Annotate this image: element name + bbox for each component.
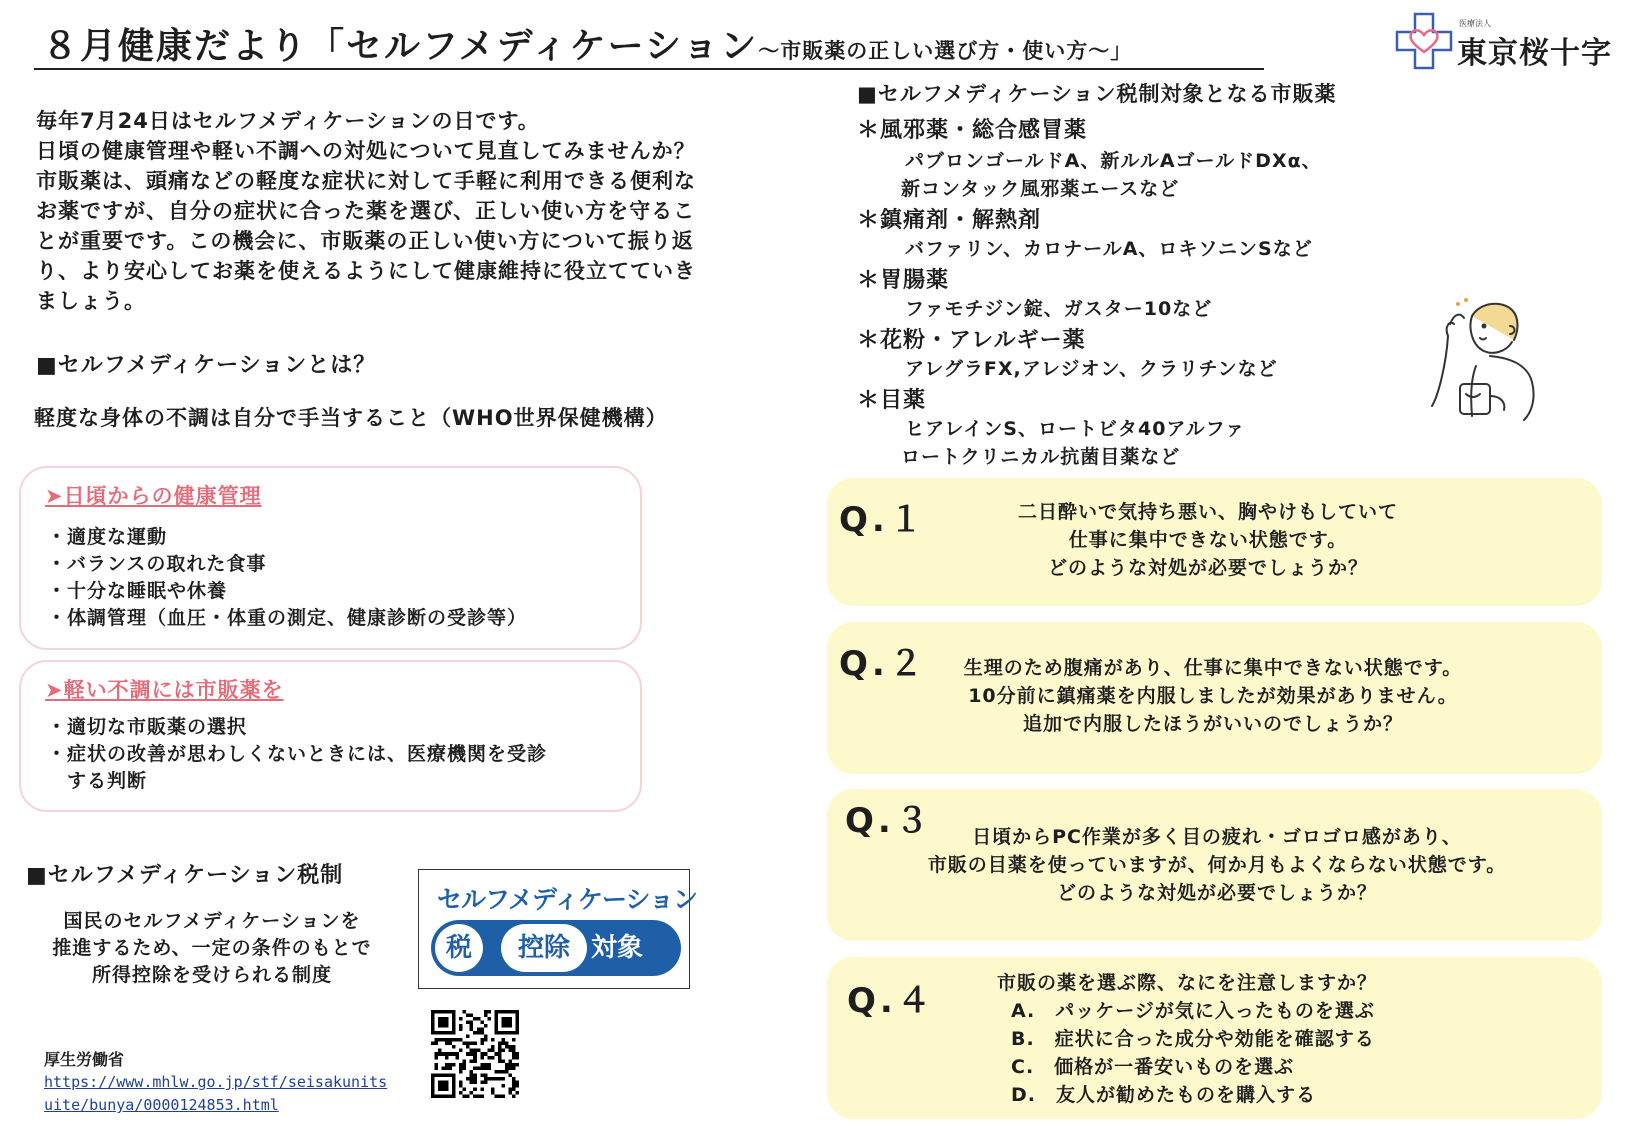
otc-category-pain: ＊鎮痛剤・解熱剤 [857,208,1042,233]
title-subtitle: ～市販薬の正しい選び方・使い方～」 [758,39,1133,63]
tax-logo-taisho: 対象 [591,933,644,963]
mhlw-name: 厚生労働省 [44,1050,125,1069]
otc-item-line: 新コンタック風邪薬エースなど [901,178,1180,200]
tax-logo-zei: 税 [435,924,483,972]
otc-item-line: アレグラFX,アレジオン、クラリチンなど [905,358,1278,380]
question-card-3 [827,789,1602,941]
question-line: 市販の薬を選ぶ際、なにを注意しますか？ [997,972,1378,994]
question-card-1 [827,478,1602,606]
tax-logo-kojo: 控除 [501,924,587,972]
intro-line: とが重要です。この機会に、市販薬の正しい使い方について振り返 [36,229,694,253]
intro-line: 毎年7月24日はセルフメディケーションの日です。 [36,109,540,133]
list-item: ・症状の改善が思わしくないときには、医療機関を受診 [47,743,548,765]
answer-option-d: D. 友人が勧めたものを購入する [1011,1084,1316,1106]
hospital-logo [1395,8,1620,72]
question-line: 二日酔いで気持ち悪い、胸やけもしていて [1017,501,1398,523]
intro-line: 市販薬は、頭痛などの軽度な症状に対して手軽に利用できる便利な [36,169,696,193]
logo-corp-label: 医療法人 [1459,19,1491,28]
question-line: 10分前に鎮痛薬を内服しましたが効果がありません。 [968,685,1458,707]
question-label: Q.４ [847,981,935,1021]
question-text [923,654,1503,738]
health-management-box [19,466,642,650]
otc-category-cold: ＊風邪薬・総合感冒薬 [857,118,1088,143]
question-label: Q.２ [839,644,927,684]
answer-option-b: B. 症状に合った成分や効能を確認する [1011,1028,1375,1050]
list-item: ・十分な睡眠や休養 [47,580,228,602]
question-label: Q.１ [839,500,927,540]
list-item: ・適度な運動 [47,526,168,548]
otc-item-line: ファモチジン錠、ガスター10など [905,298,1213,320]
otc-category-stomach: ＊胃腸薬 [857,268,950,293]
qr-code-icon[interactable] [431,1010,519,1098]
health-management-title: ➤日頃からの健康管理 [45,484,262,508]
question-card-4 [827,957,1602,1119]
intro-paragraph [36,106,796,316]
tax-desc-line: 国民のセルフメディケーションを [63,910,361,932]
page-title [42,18,1132,69]
logo-name: 東京桜十字 [1457,36,1612,71]
intro-line: 日頃の健康管理や軽い不調への対処について見直してみませんか？ [36,139,696,163]
health-management-list [47,524,527,632]
question-text [887,823,1547,907]
question-text [973,498,1443,582]
otc-item-line: ロートクリニカル抗菌目薬など [901,446,1181,468]
question-line: どのような対処が必要でしょうか？ [1047,557,1368,579]
what-is-definition: 軽度な身体の不調は自分で手当すること（WHO世界保健機構） [34,406,668,430]
question-card-2 [827,622,1602,774]
list-item: ・バランスの取れた食事 [47,553,267,575]
page-header [34,14,1264,70]
intro-line: り、より安心してお薬を使えるようにして健康維持に役立てていき [36,259,696,283]
tax-deduction-logo [418,869,698,989]
otc-use-box [19,660,642,812]
question-line: 追加で内服したほうがいいのでしょうか？ [1022,713,1403,735]
otc-item-line: バファリン、カロナールA、ロキソニンSなど [905,238,1313,260]
mhlw-url-link[interactable]: uite/bunya/0000124853.html [44,1096,279,1114]
list-item: する判断 [47,770,148,792]
tax-desc-line: 所得控除を受けられる制度 [91,964,332,986]
mhlw-reference [44,1048,387,1117]
answer-option-c: C. 価格が一番安いものを選ぶ [1011,1056,1295,1078]
otc-use-title: ➤軽い不調には市販薬を [45,678,284,702]
otc-item-line: ヒアレインS、ロートビタ40アルファ [905,418,1246,440]
intro-line: ましょう。 [36,289,146,313]
question-line: 日頃からPC作業が多く目の疲れ・ゴロゴロ感があり、 [972,826,1462,848]
otc-category-allergy: ＊花粉・アレルギー薬 [857,328,1086,353]
question-line: 仕事に集中できない状態です。 [1068,529,1348,551]
answer-option-a: A. パッケージが気に入ったものを選ぶ [1011,1000,1375,1022]
tax-desc-line: 推進するため、一定の条件のもとで [52,937,372,959]
otc-heading: ■セルフメディケーション税制対象となる市販薬 [857,82,1337,106]
intro-line: お薬ですが、自分の症状に合った薬を選び、正しい使い方を守るこ [36,199,696,223]
list-item: ・体調管理（血圧・体重の測定、健康診断の受診等） [47,607,528,629]
otc-category-eyedrops: ＊目薬 [857,388,927,413]
mhlw-url-link[interactable]: https://www.mhlw.go.jp/stf/seisakunits [44,1073,388,1091]
person-taking-medicine-illustration [1420,296,1550,446]
what-is-heading: ■セルフメディケーションとは？ [36,353,377,378]
tax-description [22,908,402,989]
question-text [997,969,1477,1109]
list-item: ・適切な市販薬の選択 [47,716,248,738]
otc-item-line: パブロンゴールドA、新ルルAゴールドDXα、 [905,150,1322,172]
tax-logo-top-text: セルフメディケーション [437,885,698,914]
question-label: Q.３ [845,801,933,841]
otc-use-list [47,714,547,795]
tax-heading: ■セルフメディケーション税制 [26,863,344,888]
tax-logo-band [431,920,681,976]
question-line: どのような対処が必要でしょうか？ [1056,882,1377,904]
cross-heart-icon [1395,12,1453,70]
title-main-text: ８月健康だより「セルフメディケーション [42,26,759,67]
question-line: 市販の目薬を使っていますが、何か月もよくならない状態です。 [927,854,1507,876]
question-line: 生理のため腹痛があり、仕事に集中できない状態です。 [963,657,1463,679]
